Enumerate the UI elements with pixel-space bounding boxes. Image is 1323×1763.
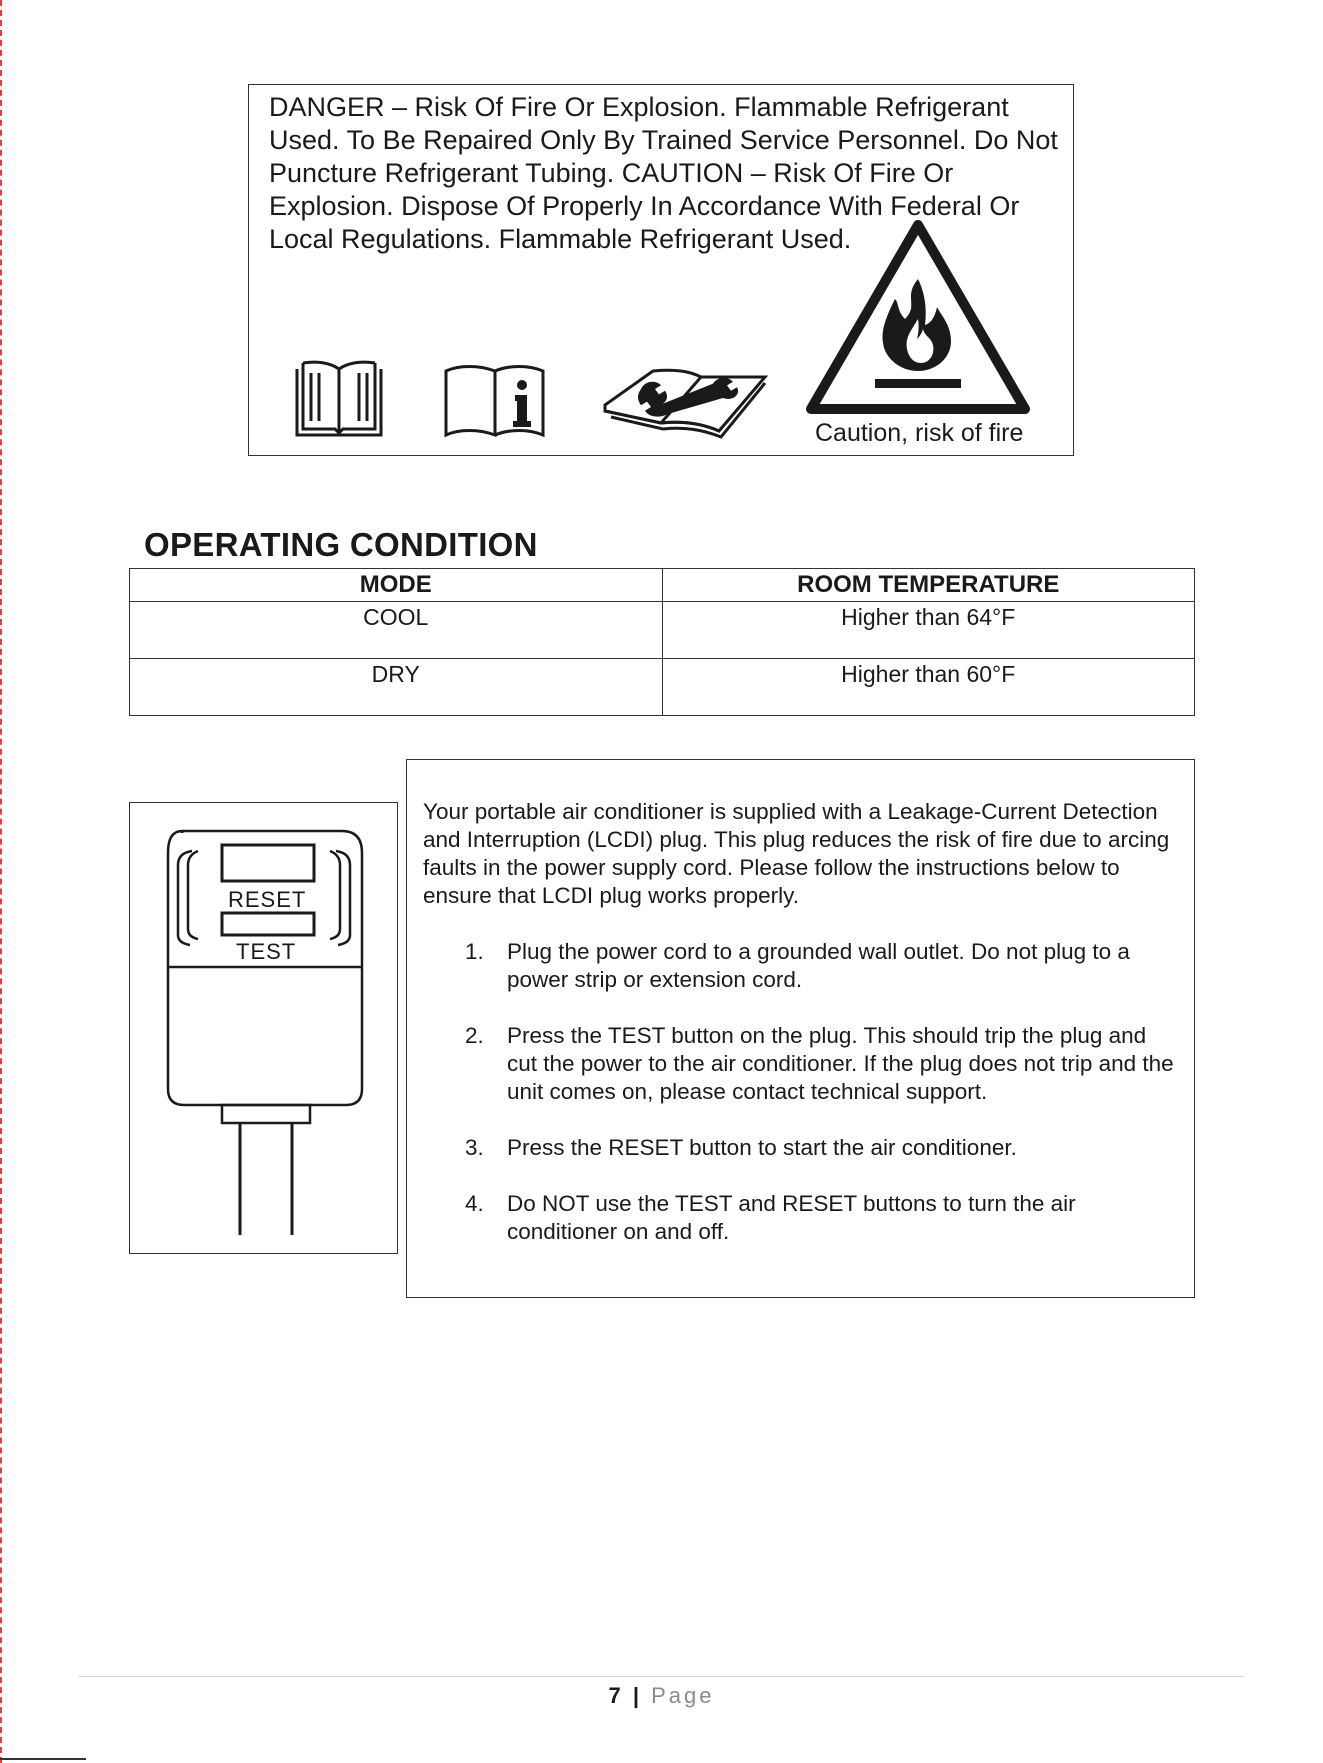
step-number: 3. (465, 1135, 484, 1160)
section-title: OPERATING CONDITION (144, 526, 538, 563)
list-item (465, 1134, 1177, 1162)
column-header-mode: MODE (130, 569, 663, 602)
step-text: Plug the power cord to a grounded wall outlet. Do not plug to a power strip or extension cord. (507, 939, 1130, 992)
bottom-edge-marker (0, 1758, 86, 1760)
page-footer (0, 1683, 1323, 1709)
list-item (465, 938, 1177, 994)
open-book-icon (293, 359, 385, 439)
fire-warning-icon (805, 219, 1031, 415)
list-item (465, 1022, 1177, 1106)
table-header-row (130, 569, 1195, 602)
footer-separator: | (632, 1683, 642, 1708)
step-text: Do NOT use the TEST and RESET buttons to turn the air conditioner on and off. (507, 1191, 1076, 1244)
temperature-cell: Higher than 64°F (662, 602, 1195, 659)
fire-caption: Caution, risk of fire (815, 419, 1024, 447)
column-header-room-temperature: ROOM TEMPERATURE (662, 569, 1195, 602)
warning-text: DANGER – Risk Of Fire Or Explosion. Flammable Refrigerant Used. To Be Repaired Only By Trained Service Personnel. Do Not Puncture Refrigerant Tubing. CAUTION – Risk Of Fire Or Explosion. Dispose Of Properly In Accordance With Federal Or Local Regulations. Flammable Refrigerant Used. (269, 92, 1058, 254)
test-label: TEST (236, 939, 297, 964)
reset-label: RESET (228, 887, 307, 912)
table-row (130, 659, 1195, 716)
lcdi-plug-icon (130, 803, 396, 1251)
mode-cell: DRY (130, 659, 663, 716)
lcdi-plug-figure (129, 802, 398, 1254)
step-number: 2. (465, 1023, 484, 1048)
temperature-cell: Higher than 60°F (662, 659, 1195, 716)
service-manual-icon (601, 361, 769, 441)
step-text: Press the TEST button on the plug. This should trip the plug and cut the power to the air conditioner. If the plug does not trip and the unit comes on, please contact technical support. (507, 1023, 1174, 1104)
footer-divider (78, 1676, 1245, 1677)
step-number: 1. (465, 939, 484, 964)
page-number: 7 (608, 1683, 624, 1708)
table-row (130, 602, 1195, 659)
page-word: Page (651, 1683, 715, 1708)
step-number: 4. (465, 1191, 484, 1216)
warning-label (248, 84, 1074, 456)
page-edge-marker (0, 0, 2, 1763)
info-manual-icon (443, 359, 547, 439)
lcdi-intro: Your portable air conditioner is supplied with a Leakage-Current Detection and Interruption (LCDI) plug. This plug reduces the risk of fire due to arcing faults in the power supply cord. Please follow the instructions below to ensure that LCDI plug works properly. (423, 799, 1170, 908)
step-text: Press the RESET button to start the air conditioner. (507, 1135, 1017, 1160)
list-item (465, 1190, 1177, 1246)
mode-cell: COOL (130, 602, 663, 659)
operating-condition-table (129, 568, 1195, 716)
lcdi-steps (465, 938, 1177, 1274)
lcdi-instructions (406, 759, 1195, 1298)
